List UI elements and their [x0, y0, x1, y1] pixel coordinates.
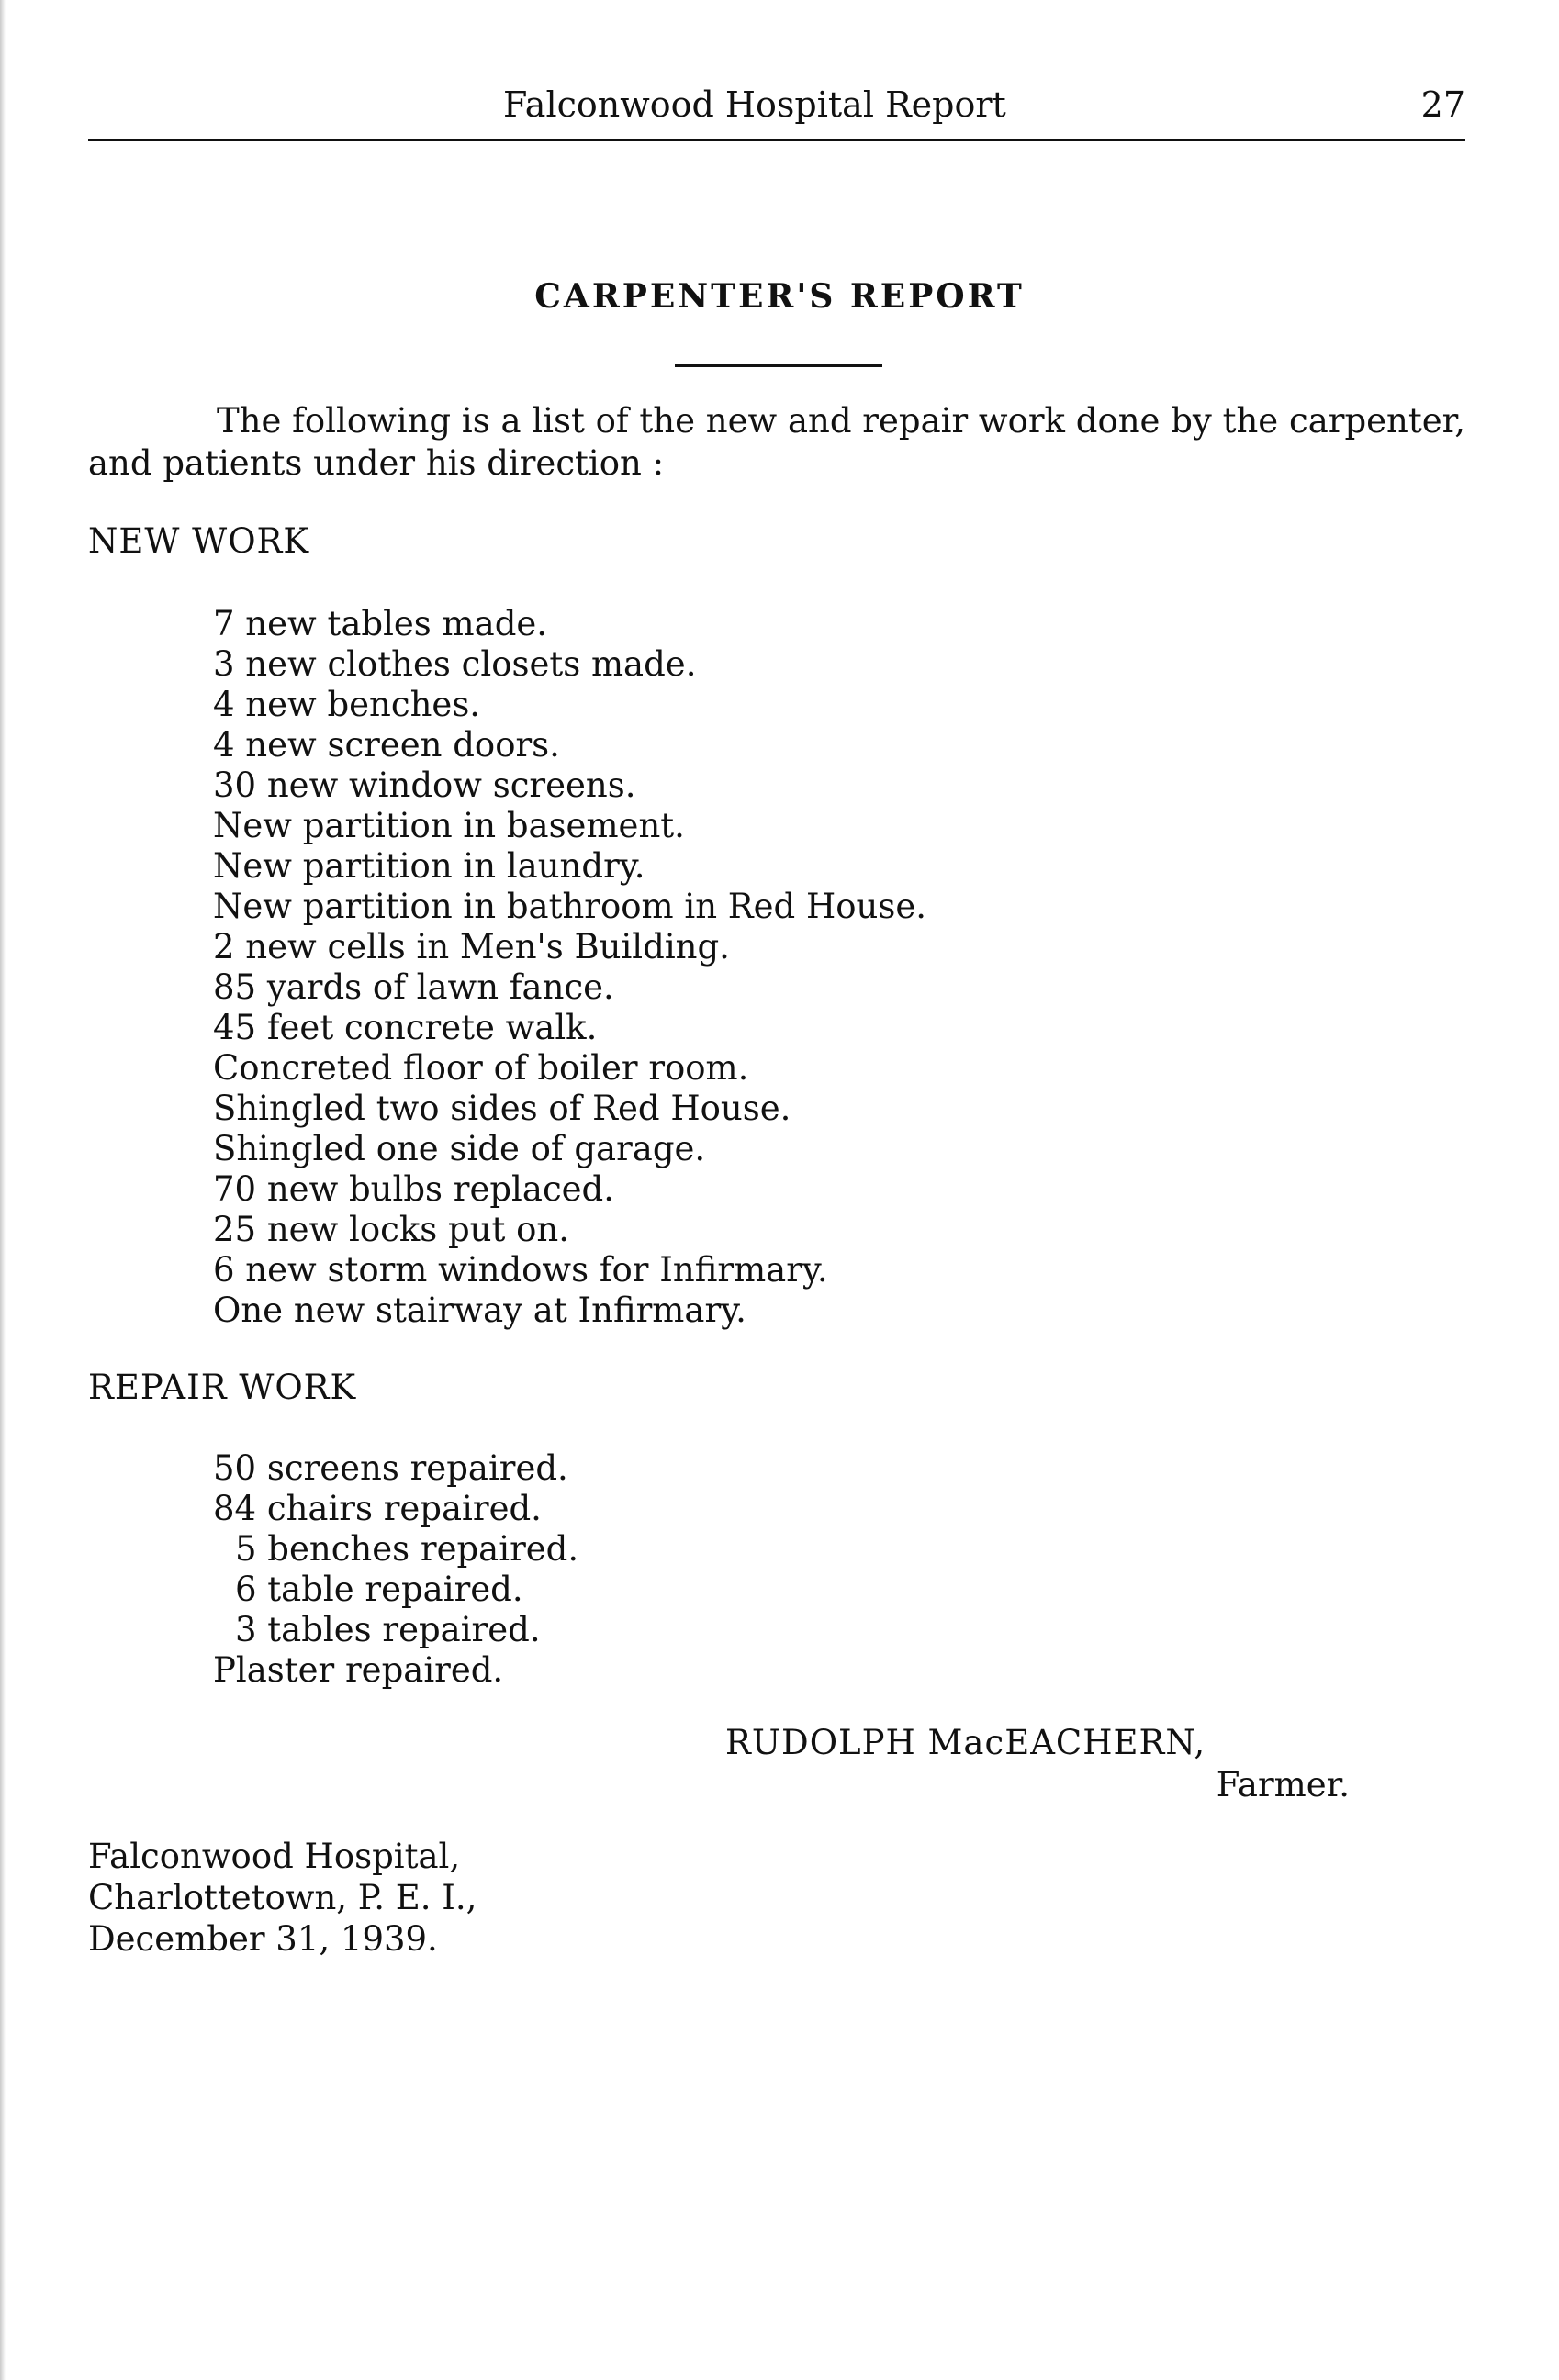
- list-item: 4 new benches.: [213, 685, 481, 724]
- list-item: 84 chairs repaired.: [213, 1489, 542, 1528]
- list-item: 3 new clothes closets made.: [213, 644, 697, 684]
- place-date-block: [88, 1836, 477, 1960]
- list-item: 4 new screen doors.: [213, 725, 560, 765]
- list-item: 30 new window screens.: [213, 765, 636, 805]
- list-item: 50 screens repaired.: [213, 1448, 568, 1488]
- signature-block: [725, 1722, 1350, 1806]
- repair-work-heading: REPAIR WORK: [88, 1368, 357, 1407]
- list-item: 2 new cells in Men's Building.: [213, 927, 730, 967]
- list-item: 45 feet concrete walk.: [213, 1008, 598, 1047]
- list-item: New partition in basement.: [213, 806, 685, 845]
- list-item: Shingled two sides of Red House.: [213, 1089, 791, 1128]
- list-item: Concreted floor of boiler room.: [213, 1048, 749, 1088]
- list-item: 5 benches repaired.: [235, 1529, 579, 1569]
- page-number: 27: [1420, 84, 1465, 125]
- signatory-name: RUDOLPH MacEACHERN,: [725, 1723, 1206, 1762]
- page-edge-shadow: [0, 0, 6, 2380]
- intro-paragraph: The following is a list of the new and repair work done by the carpenter, and patients under his direction :: [88, 401, 1465, 483]
- list-item: New partition in laundry.: [213, 846, 645, 886]
- header-rule: [88, 139, 1465, 141]
- running-title: Falconwood Hospital Report: [503, 84, 1006, 125]
- place-line: Falconwood Hospital,: [88, 1837, 461, 1876]
- repair-work-list: [213, 1448, 578, 1691]
- place-line: Charlottetown, P. E. I.,: [88, 1878, 477, 1917]
- new-work-heading: NEW WORK: [88, 521, 310, 561]
- list-item: 70 new bulbs replaced.: [213, 1169, 615, 1209]
- running-header: [88, 81, 1465, 136]
- list-item: One new stairway at Infirmary.: [213, 1291, 746, 1330]
- list-item: 6 new storm windows for Infirmary.: [213, 1250, 828, 1290]
- new-work-list: [213, 604, 926, 1331]
- list-item: Plaster repaired.: [213, 1650, 504, 1690]
- list-item: 6 table repaired.: [235, 1570, 523, 1609]
- list-item: 85 yards of lawn fance.: [213, 967, 614, 1007]
- list-item: 7 new tables made.: [213, 604, 548, 643]
- list-item: New partition in bathroom in Red House.: [213, 887, 926, 926]
- report-title: CARPENTER'S REPORT: [534, 277, 1025, 316]
- date-line: December 31, 1939.: [88, 1919, 438, 1959]
- list-item: 3 tables repaired.: [235, 1610, 541, 1649]
- signatory-title: Farmer.: [1216, 1765, 1350, 1805]
- list-item: 25 new locks put on.: [213, 1210, 570, 1249]
- list-item: Shingled one side of garage.: [213, 1129, 706, 1168]
- title-rule: [675, 364, 882, 367]
